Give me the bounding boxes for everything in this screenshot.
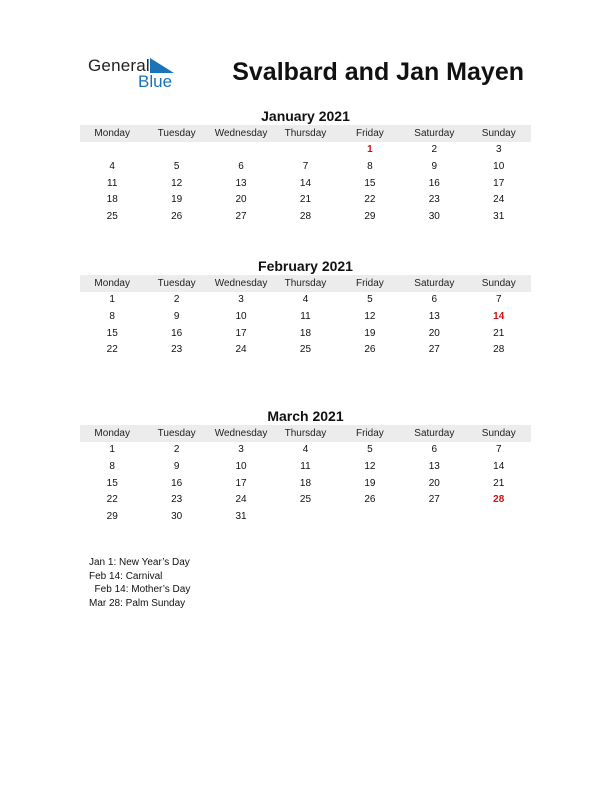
brand-word-general: General xyxy=(88,56,150,75)
day-cell: 3 xyxy=(238,294,244,305)
brand-logo xyxy=(88,56,188,92)
day-cell xyxy=(209,142,273,159)
day-cell: 24 xyxy=(235,344,247,356)
day-cell: 27 xyxy=(428,494,440,506)
day-cell: 12 xyxy=(364,460,376,472)
holiday-list-item: Mar 28: Palm Sunday xyxy=(89,597,186,609)
weekday-header: Wednesday xyxy=(214,128,268,139)
day-cell: 14 xyxy=(493,460,505,472)
day-cell: 18 xyxy=(299,477,312,489)
day-cell: 3 xyxy=(238,444,244,455)
day-cell: 10 xyxy=(493,160,505,172)
day-cell: 11 xyxy=(300,310,311,322)
day-cell: 27 xyxy=(235,211,247,223)
day-cell: 7 xyxy=(495,294,502,305)
day-cell: 26 xyxy=(171,211,183,223)
weekday-header: Friday xyxy=(356,128,384,139)
day-cell: 16 xyxy=(171,327,183,339)
day-cell: 11 xyxy=(107,177,118,189)
week-row xyxy=(80,176,531,193)
holiday-day-cell: 14 xyxy=(493,310,505,322)
day-cell: 26 xyxy=(364,494,376,506)
day-cell: 19 xyxy=(364,477,376,489)
holiday-list-item: Jan 1: New Year’s Day xyxy=(89,557,190,568)
day-cell: 21 xyxy=(299,194,312,206)
page-title: Svalbard and Jan Mayen xyxy=(232,58,524,86)
day-cell: 24 xyxy=(235,494,247,506)
week-row xyxy=(80,209,531,226)
day-cell: 21 xyxy=(493,477,505,489)
weekday-header: Sunday xyxy=(481,128,516,139)
day-cell: 11 xyxy=(300,460,311,472)
day-cell: 23 xyxy=(171,344,183,356)
day-cell: 28 xyxy=(493,344,505,356)
day-cell: 17 xyxy=(235,327,247,339)
day-cell: 16 xyxy=(428,177,440,189)
day-cell xyxy=(338,509,402,526)
holiday-day-cell: 1 xyxy=(367,144,373,155)
day-cell: 6 xyxy=(431,444,438,455)
day-cell: 8 xyxy=(109,460,115,472)
month-calendar xyxy=(80,257,531,359)
day-cell: 1 xyxy=(109,294,115,305)
day-cell: 14 xyxy=(299,177,312,189)
holiday-list-item: Feb 14: Mother’s Day xyxy=(89,584,191,595)
week-row xyxy=(80,342,531,359)
holiday-list xyxy=(89,556,190,610)
day-cell: 20 xyxy=(235,194,247,206)
week-row xyxy=(80,159,531,176)
month-calendar xyxy=(80,107,531,226)
day-cell: 23 xyxy=(171,494,183,506)
day-cell: 24 xyxy=(493,194,505,206)
weekday-header: Tuesday xyxy=(157,278,196,289)
week-row xyxy=(80,442,531,459)
day-cell xyxy=(80,142,144,159)
holiday-day-cell: 28 xyxy=(493,494,505,506)
week-row xyxy=(80,476,531,493)
month-calendar xyxy=(80,407,531,526)
day-cell: 10 xyxy=(235,460,247,472)
day-cell: 20 xyxy=(428,327,440,339)
day-cell: 4 xyxy=(302,294,309,305)
day-cell: 5 xyxy=(367,294,373,305)
day-cell: 8 xyxy=(367,160,373,172)
weekday-header: Wednesday xyxy=(214,428,268,439)
weekday-header: Wednesday xyxy=(214,278,268,289)
day-cell: 2 xyxy=(431,144,438,155)
month-title: March 2021 xyxy=(267,408,344,424)
day-cell: 30 xyxy=(171,511,183,523)
weekday-header: Sunday xyxy=(481,428,516,439)
day-cell: 10 xyxy=(235,310,247,322)
week-row xyxy=(80,509,531,526)
day-cell: 30 xyxy=(428,211,440,223)
month-title: January 2021 xyxy=(261,108,350,124)
weekday-header-row xyxy=(80,425,531,442)
day-cell: 5 xyxy=(367,444,373,455)
day-cell: 23 xyxy=(428,194,440,206)
day-cell: 29 xyxy=(106,511,118,523)
weekday-header: Friday xyxy=(356,278,384,289)
day-cell: 15 xyxy=(106,327,118,339)
day-cell: 28 xyxy=(299,211,312,223)
day-cell: 18 xyxy=(106,194,118,206)
day-cell: 25 xyxy=(299,344,312,356)
day-cell: 22 xyxy=(106,344,118,356)
day-cell: 13 xyxy=(428,310,440,322)
day-cell: 2 xyxy=(173,294,180,305)
day-cell: 15 xyxy=(106,477,118,489)
day-cell xyxy=(273,142,337,159)
day-cell xyxy=(467,509,531,526)
weekday-header-row xyxy=(80,275,531,292)
day-cell: 19 xyxy=(364,327,376,339)
weekday-header: Monday xyxy=(94,128,130,139)
day-cell xyxy=(144,142,208,159)
day-cell: 22 xyxy=(364,194,376,206)
day-cell: 4 xyxy=(109,160,115,172)
weekday-header: Monday xyxy=(94,278,130,289)
day-cell: 27 xyxy=(428,344,440,356)
day-cell: 6 xyxy=(431,294,438,305)
weekday-header: Monday xyxy=(94,428,130,439)
day-cell: 18 xyxy=(299,327,312,339)
day-cell: 25 xyxy=(299,494,312,506)
weekday-header-row xyxy=(80,125,531,142)
week-row xyxy=(80,326,531,343)
week-row xyxy=(80,192,531,209)
day-cell: 7 xyxy=(495,444,502,455)
day-cell: 13 xyxy=(428,460,440,472)
week-row xyxy=(80,292,531,309)
day-cell: 1 xyxy=(109,444,115,455)
day-cell: 26 xyxy=(364,344,376,356)
day-cell: 9 xyxy=(431,160,438,172)
week-row xyxy=(80,142,531,159)
day-cell: 12 xyxy=(171,177,183,189)
weekday-header: Friday xyxy=(356,428,384,439)
week-row xyxy=(80,459,531,476)
weekday-header: Saturday xyxy=(414,278,455,289)
day-cell: 9 xyxy=(173,310,180,322)
brand-word-blue: Blue xyxy=(138,72,173,91)
weekday-header: Sunday xyxy=(481,278,516,289)
day-cell: 17 xyxy=(235,477,247,489)
weekday-header: Thursday xyxy=(284,128,327,139)
week-row xyxy=(80,492,531,509)
weekday-header: Tuesday xyxy=(157,128,196,139)
day-cell: 31 xyxy=(493,211,505,223)
weekday-header: Saturday xyxy=(414,128,455,139)
day-cell: 7 xyxy=(302,160,309,172)
day-cell: 15 xyxy=(364,177,376,189)
day-cell: 9 xyxy=(173,460,180,472)
day-cell xyxy=(273,509,337,526)
day-cell: 31 xyxy=(235,511,247,523)
weekday-header: Thursday xyxy=(284,428,327,439)
day-cell: 16 xyxy=(171,477,183,489)
weekday-header: Tuesday xyxy=(157,428,196,439)
weekday-header: Thursday xyxy=(284,278,327,289)
weekday-header: Saturday xyxy=(414,428,455,439)
week-row xyxy=(80,309,531,326)
day-cell: 22 xyxy=(106,494,118,506)
day-cell: 13 xyxy=(235,177,247,189)
day-cell: 3 xyxy=(495,144,502,155)
day-cell xyxy=(402,509,466,526)
day-cell: 29 xyxy=(364,211,376,223)
day-cell: 2 xyxy=(173,444,180,455)
day-cell: 19 xyxy=(171,194,183,206)
day-cell: 6 xyxy=(238,160,244,172)
day-cell: 25 xyxy=(106,211,118,223)
day-cell: 4 xyxy=(302,444,309,455)
day-cell: 12 xyxy=(364,310,376,322)
day-cell: 5 xyxy=(173,160,180,172)
holiday-list-item: Feb 14: Carnival xyxy=(89,570,163,582)
day-cell: 20 xyxy=(428,477,440,489)
day-cell: 8 xyxy=(109,310,115,322)
month-title: February 2021 xyxy=(258,258,353,274)
day-cell: 21 xyxy=(493,327,505,339)
day-cell: 17 xyxy=(493,177,505,189)
